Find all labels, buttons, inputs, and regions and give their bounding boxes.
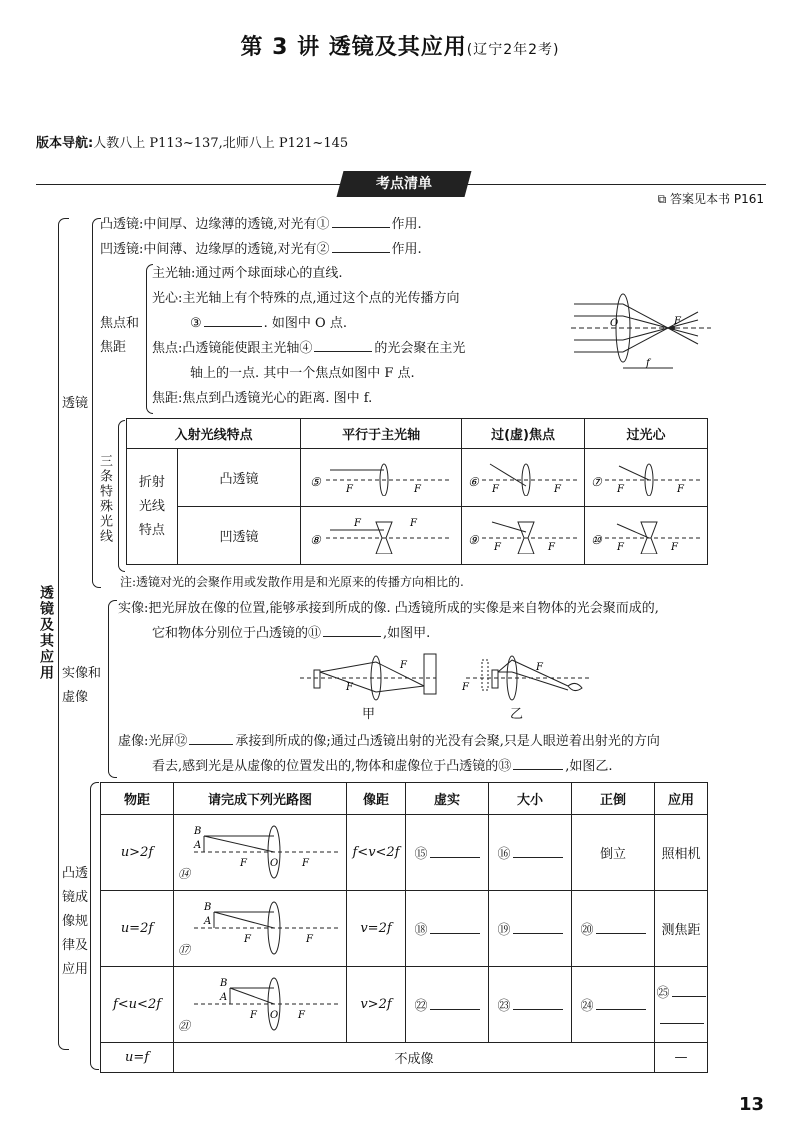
row1-orient: 倒立 [572, 815, 655, 891]
row1-real: ⑮ [406, 815, 489, 891]
banner-label: 考点清单 [376, 176, 432, 192]
rays-header-focus: 过(虚)焦点 [462, 419, 585, 449]
row3-orient: ㉔ [572, 967, 655, 1043]
row3-real: ㉒ [406, 967, 489, 1043]
row4-u: u=f [101, 1043, 174, 1073]
svg-text:A: A [204, 915, 212, 927]
virtual-image-def-2: 看去,感到光是从虚像的位置发出的,物体和虚像位于凸透镜的⑬ ,如图乙. [152, 754, 613, 779]
focus-def: 焦点:凸透镜能使跟主光轴④ 的光会聚在主光 [152, 336, 465, 361]
main-topic-label: 透镜及其应用 [38, 585, 54, 681]
figure-b-caption: 乙 [510, 707, 524, 722]
svg-text:F: F [298, 1009, 305, 1021]
row2-diagram [174, 891, 347, 967]
row3-v: v>2f [347, 967, 406, 1043]
lesson-subtitle: (辽宁2年2考) [466, 42, 560, 58]
svg-text:O: O [610, 318, 619, 329]
rays-row-group: 折射光线特点 [127, 449, 178, 565]
section-banner [337, 171, 472, 197]
rays-header-center: 过光心 [585, 419, 708, 449]
real-image-def: 实像:把光屏放在像的位置,能够承接到所成的像. 凸透镜所成的实像是来自物体的光会聚而成的, [118, 601, 659, 616]
svg-text:F: F [250, 1009, 257, 1021]
svg-text:⑤: ⑤ [310, 474, 321, 489]
rays-note: 注:透镜对光的会聚作用或发散作用是和光原来的传播方向相比的. [120, 575, 464, 589]
row2-v: v=2f [347, 891, 406, 967]
svg-text:⑭: ⑭ [178, 866, 191, 881]
rays-header-feature: 入射光线特点 [127, 419, 301, 449]
row2-app: 测焦距 [655, 891, 708, 967]
svg-text:⑦: ⑦ [591, 474, 602, 489]
row2-u: u=2f [101, 891, 174, 967]
imaging-header-app: 应用 [655, 783, 708, 815]
row3-app: ㉕ [655, 967, 708, 1043]
svg-text:F: F [346, 682, 353, 693]
ray-cell-7 [585, 449, 708, 507]
svg-text:F: F [674, 316, 681, 327]
imaging-row [101, 967, 708, 1043]
svg-text:F: F [554, 483, 561, 495]
imaging-header-u: 物距 [101, 783, 174, 815]
svg-text:F: F [677, 483, 684, 495]
row1-u: u>2f [101, 815, 174, 891]
ray-cell-10 [585, 507, 708, 565]
svg-text:F: F [462, 682, 469, 693]
row1-v: f<v<2f [347, 815, 406, 891]
svg-text:F: F [354, 517, 362, 529]
focal-length-def: 焦距:焦点到凸透镜光心的距离. 图中 f. [152, 391, 373, 406]
svg-text:F: F [617, 541, 624, 553]
ray-cell-8 [301, 507, 462, 565]
rays-bracket [118, 420, 125, 572]
page-number: 13 [738, 1094, 764, 1115]
imaging-rules-label: 凸透镜成像规律及应用 [62, 866, 89, 977]
svg-text:B: B [204, 901, 212, 913]
row1-diagram [174, 815, 347, 891]
svg-text:F: F [492, 483, 499, 495]
figure-a-caption: 甲 [362, 707, 376, 722]
row2-real: ⑱ [406, 891, 489, 967]
svg-text:F: F [244, 933, 251, 945]
lens-label: 透镜 [62, 396, 89, 411]
svg-text:F: F [536, 662, 543, 673]
concave-def: 凹透镜:中间薄、边缘厚的透镜,对光有② 作用. [100, 237, 422, 262]
rays-row-concave: 凹透镜 [177, 507, 301, 565]
imaging-header-size: 大小 [489, 783, 572, 815]
principal-axis-def: 主光轴:通过两个球面球心的直线. [152, 266, 343, 281]
answer-reference: ⧉ 答案见本书 P161 [657, 192, 764, 206]
svg-text:A: A [194, 839, 202, 851]
svg-text:F: F [548, 541, 555, 553]
rays-table [126, 418, 708, 565]
svg-text:F: F [240, 857, 247, 869]
svg-text:⑰: ⑰ [178, 942, 191, 957]
svg-text:F: F [410, 517, 418, 529]
svg-text:F: F [346, 483, 354, 495]
virtual-image-def: 虚像:光屏⑫ 承接到所成的像;通过凸透镜出射的光没有会聚,只是人眼逆着出射光的方向 [118, 729, 660, 754]
svg-text:O: O [270, 857, 279, 869]
convex-def: 凸透镜:中间厚、边缘薄的透镜,对光有① 作用. [100, 212, 422, 237]
row4-app: — [655, 1043, 708, 1073]
real-virtual-label: 实像和虚像 [62, 666, 102, 705]
rules-bracket [90, 782, 99, 1070]
image-bracket [108, 600, 117, 778]
svg-text:B: B [220, 977, 228, 989]
imaging-header-v: 像距 [347, 783, 406, 815]
svg-text:F: F [494, 541, 501, 553]
svg-text:F: F [671, 541, 678, 553]
lesson-title: 第 3 讲 透镜及其应用 [240, 35, 467, 60]
row2-size: ⑲ [489, 891, 572, 967]
row3-u: f<u<2f [101, 967, 174, 1043]
row1-app: 照相机 [655, 815, 708, 891]
row3-size: ㉓ [489, 967, 572, 1043]
svg-text:⑥: ⑥ [468, 474, 479, 489]
svg-text:F: F [306, 933, 313, 945]
svg-text:⑨: ⑨ [468, 532, 479, 547]
rays-header-parallel: 平行于主光轴 [301, 419, 462, 449]
focus-diagram [566, 290, 716, 380]
svg-text:O: O [270, 1009, 279, 1021]
three-rays-label: 三条特殊光线 [97, 454, 112, 544]
real-image-def-2: 它和物体分别位于凸透镜的⑪ ,如图甲. [152, 621, 430, 646]
optical-center-def-2: ③ . 如图中 O 点. [190, 311, 347, 336]
ray-cell-5 [301, 449, 462, 507]
row3-diagram [174, 967, 347, 1043]
ray-cell-6 [462, 449, 585, 507]
svg-text:F: F [302, 857, 309, 869]
imaging-header-diagram: 请完成下列光路图 [174, 783, 347, 815]
svg-text:A: A [220, 991, 228, 1003]
nav-label: 版本导航: [36, 136, 94, 151]
imaging-header-real: 虚实 [406, 783, 489, 815]
row1-size: ⑯ [489, 815, 572, 891]
svg-text:F: F [414, 483, 422, 495]
version-nav [36, 132, 348, 151]
image-diagrams [296, 648, 596, 702]
row2-orient: ⑳ [572, 891, 655, 967]
answer-ref-text: 答案见本书 P161 [670, 192, 764, 206]
svg-text:㉑: ㉑ [178, 1018, 191, 1033]
focus-group-label: 焦点和焦距 [100, 316, 140, 355]
imaging-table [100, 782, 708, 1073]
optical-center-def: 光心:主光轴上有个特殊的点,通过这个点的光传播方向 [152, 291, 460, 306]
row4-no-image: 不成像 [174, 1043, 655, 1073]
svg-text:F: F [400, 660, 407, 671]
imaging-header-orient: 正倒 [572, 783, 655, 815]
svg-text:⑩: ⑩ [591, 532, 602, 547]
page-title [0, 30, 800, 61]
rays-row-convex: 凸透镜 [177, 449, 301, 507]
nav-text: 人教八上 P113~137,北师八上 P121~145 [93, 136, 349, 151]
svg-text:F: F [617, 483, 624, 495]
imaging-row [101, 815, 708, 891]
svg-text:⑧: ⑧ [310, 532, 321, 547]
focus-def-2: 轴上的一点. 其中一个焦点如图中 F 点. [190, 366, 415, 381]
svg-text:f: f [646, 358, 650, 369]
svg-text:B: B [194, 825, 202, 837]
imaging-row [101, 891, 708, 967]
ray-cell-9 [462, 507, 585, 565]
